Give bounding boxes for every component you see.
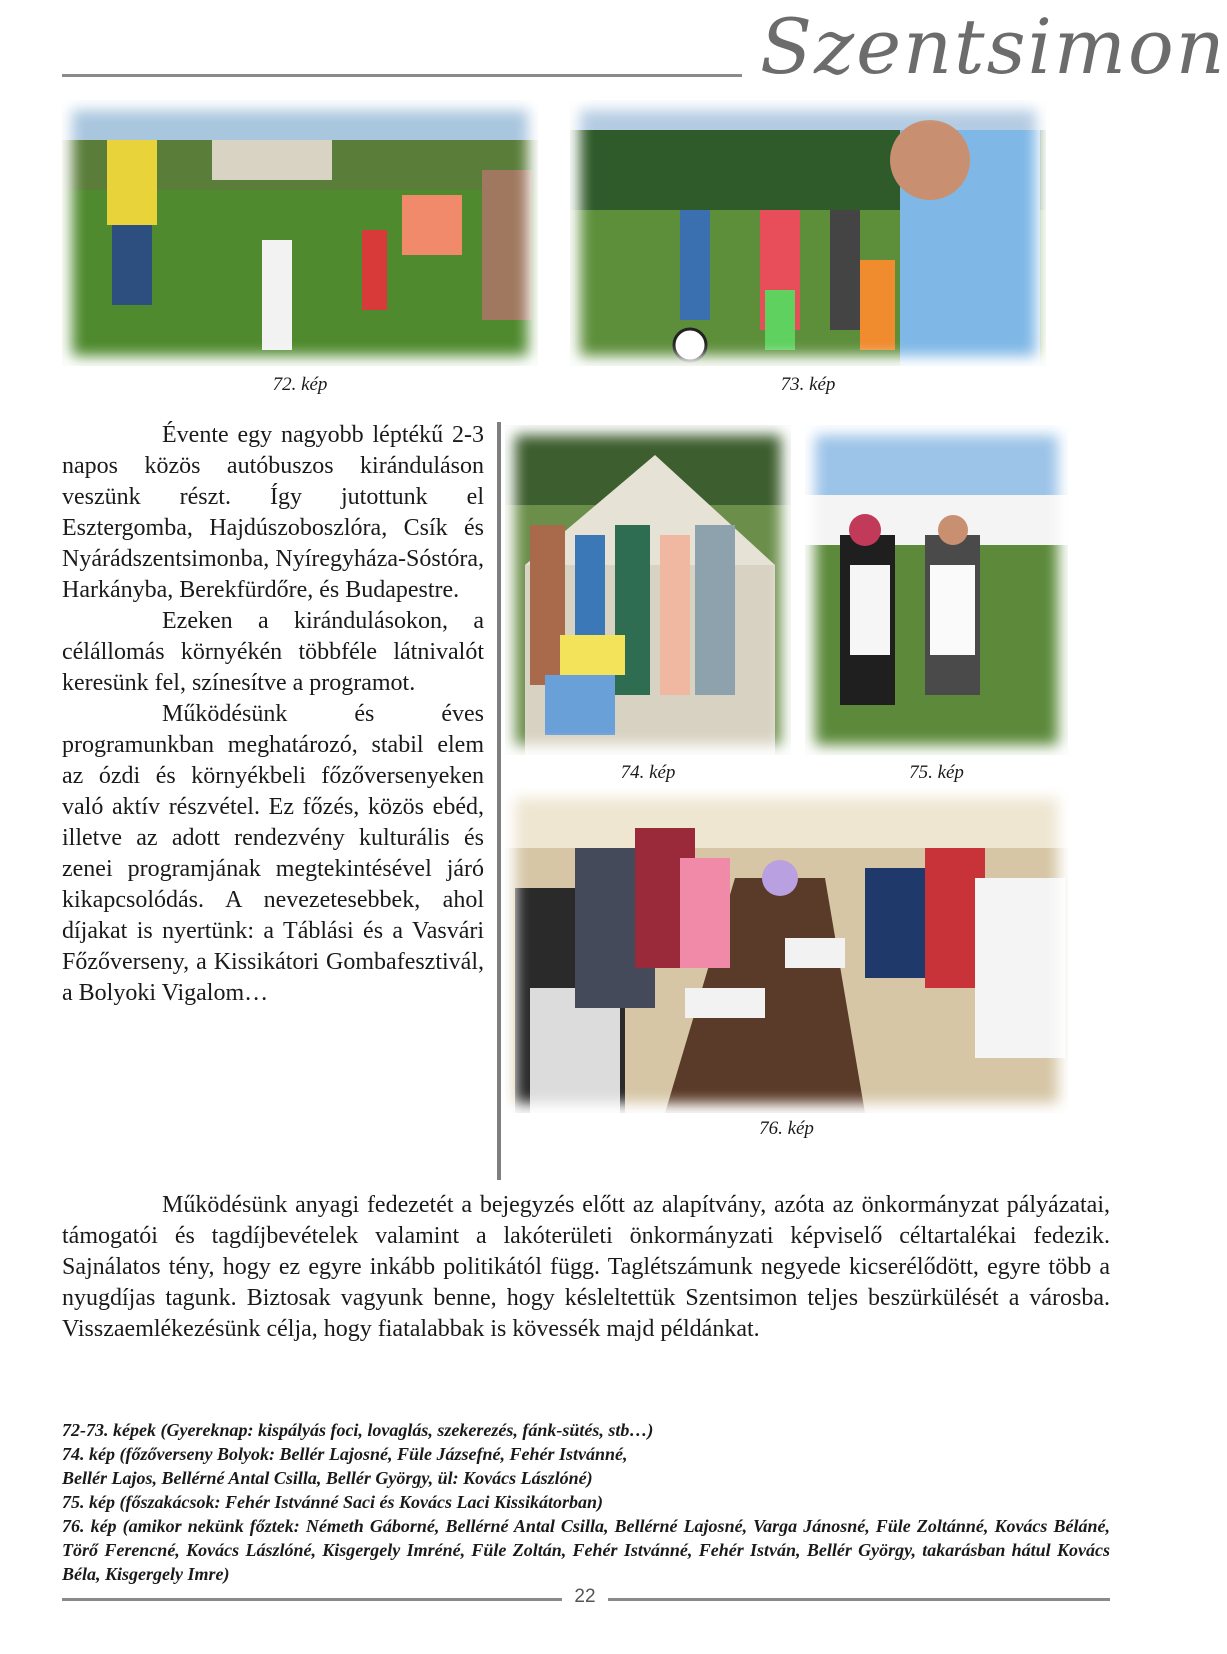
- caption-72: 72. kép: [272, 374, 328, 395]
- caption-75: 75. kép: [909, 762, 964, 783]
- note-line: 75. kép (főszakácsok: Fehér Istvánné Saci és Kovács Laci Kissikátorban): [62, 1492, 603, 1512]
- photo-72: [62, 100, 538, 366]
- photo-notes: [62, 1418, 1110, 1586]
- column-paragraph: Ezeken a kirándulásokon, a célállomás környékén többféle látnivalót keresünk fel, színesítve a programot.: [62, 608, 484, 696]
- photo-76: [505, 788, 1068, 1113]
- footer-rule-right: [608, 1598, 1110, 1601]
- note-line: 74. kép (főzőverseny Bolyok: Bellér Lajosné, Füle Jázsefné, Fehér Istvánné,: [62, 1444, 628, 1464]
- caption-76: 76. kép: [759, 1118, 814, 1139]
- full-paragraph: Működésünk anyagi fedezetét a bejegyzés előtt az alapítvány, azóta az önkormányzat pályázatai, támogatói és tagdíjbevételek valamint a lakóterületi önkormányzati képviselő céltartalékai fedezik. Sajnálatos tény, hogy ez egyre inkább politikától függ. Taglétszámunk negyede kicserélődött, egyre több a nyugdíjas tagunk. Biztosak vagyunk benne, hogy késleltettük Szentsimon teljes beszürkülését a városba. Visszaemlékezésünk célja, hogy fiatalabbak is kövessék majd példánkat.: [62, 1192, 1110, 1342]
- photo-75: [805, 425, 1068, 755]
- page-number: 22: [574, 1586, 596, 1607]
- header-rule: [62, 74, 742, 77]
- column-divider: [497, 422, 501, 1180]
- note-line: Bellér Lajos, Bellérné Antal Csilla, Bellér György, ül: Kovács Lászlóné): [62, 1468, 593, 1488]
- note-line: 76. kép (amikor nekünk főztek: Németh Gáborné, Bellérné Antal Csilla, Bellérné Lajosné, Varga Jánosné, Füle Zoltánné, Kovács Béláné, Törő Ferencné, Kovács Lászlóné, Kisgergely Imréné, Füle Zoltán, Fehér Istvánné, Fehér István, Bellér György, takarásban hátul Kovács Béla, Kisgergely Imre): [62, 1516, 1110, 1584]
- photo-74: [505, 425, 791, 755]
- note-line: 72-73. képek (Gyereknap: kispályás foci, lovaglás, szekerezés, fánk-sütés, stb…): [62, 1420, 654, 1440]
- column-text: [62, 420, 484, 1009]
- footer-rule-left: [62, 1598, 562, 1601]
- photo-73: [570, 100, 1046, 366]
- column-paragraph: Működésünk és éves programunkban meghatározó, stabil elem az ózdi és környékbeli főzőversenyeken való aktív részvétel. Ez főzés, közös ebéd, illetve az adott rendezvény kulturális és zenei programjának megtekintésével járó kikapcsolódás. A nevezetesebbek, ahol díjakat is nyertünk: a Táblási és a Vasvári Főzőverseny, a Kissikátori Gombafesztivál, a Bolyoki Vigalom…: [62, 701, 484, 1006]
- caption-73: 73. kép: [780, 374, 836, 395]
- caption-74: 74. kép: [620, 762, 676, 783]
- brand-title: Szentsimon: [760, 2, 1227, 91]
- column-paragraph: Évente egy nagyobb léptékű 2-3 napos közös autóbuszos kiránduláson veszünk részt. Így jutottunk el Esztergomba, Hajdúszoboszlóra, Csík és Nyárádszentsimonba, Nyíregyháza-Sóstóra, Harkányba, Berekfürdőre, és Budapestre.: [62, 422, 484, 603]
- full-width-text: [62, 1190, 1110, 1345]
